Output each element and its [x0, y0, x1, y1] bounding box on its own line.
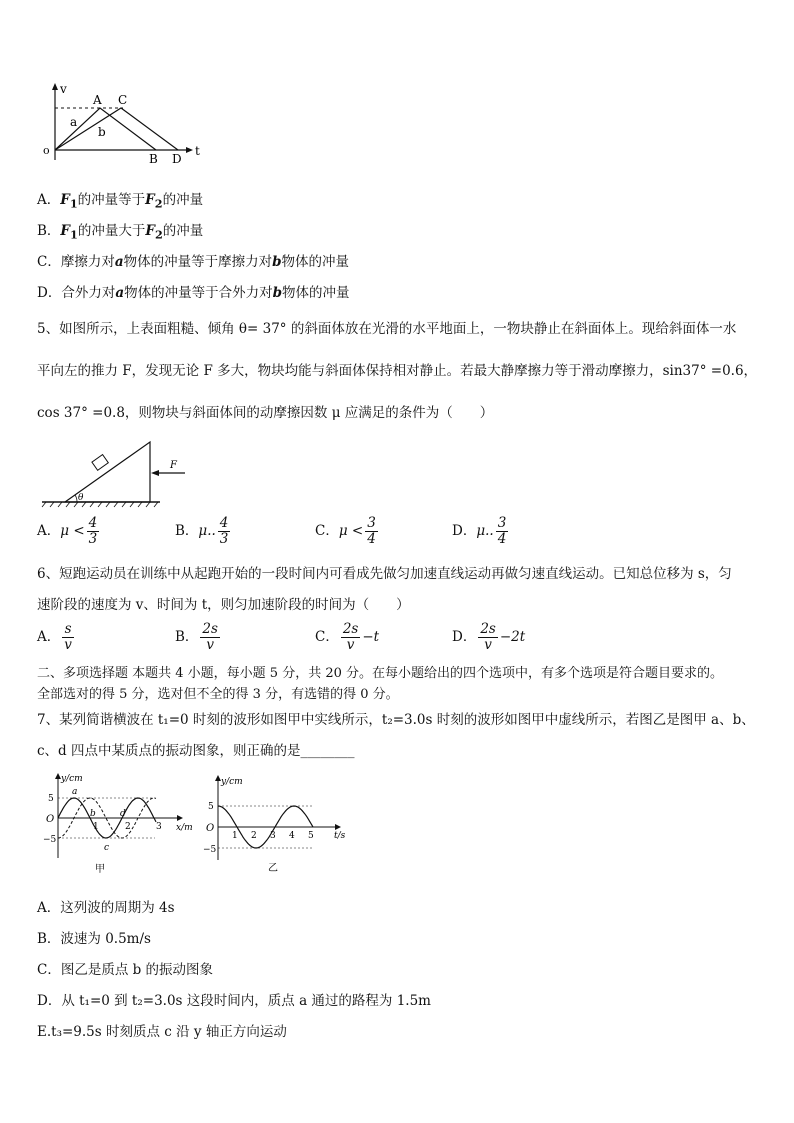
q5-option-d: D．μ.. $\frac{3}{4}$ — [452, 515, 507, 547]
q7-stem-line2: c、d 四点中某质点的振动图象，则正确的是________ — [37, 743, 355, 759]
vt-graph-figure — [38, 80, 208, 170]
q4-option-a: A．$F_1$的冲量等于$F_2$的冲量 — [37, 192, 204, 211]
point-d-label: D — [172, 152, 182, 166]
q6-option-d: D． $\frac{2s}{v}$ −2t — [452, 621, 526, 653]
jia-x2: 2 — [125, 822, 131, 832]
yi-t3: 3 — [270, 831, 276, 841]
q7-option-d: D．从 t₁=0 到 t₂=3.0s 这段时间内，质点 a 通过的路程为 1.5m — [37, 993, 431, 1009]
q4-option-c: C．摩擦力对a物体的冲量等于摩擦力对b物体的冲量 — [37, 254, 350, 270]
theta-label: θ — [78, 493, 84, 503]
origin-label: o — [43, 144, 50, 157]
q7-option-e: E.t₃=9.5s 时刻质点 c 沿 y 轴正方向运动 — [37, 1024, 287, 1040]
q6-option-c: C． $\frac{2s}{v}$ −t — [315, 621, 380, 653]
point-b-label: B — [149, 152, 158, 166]
yi-t2: 2 — [251, 831, 257, 841]
v-axis-arrow — [52, 83, 58, 90]
q5-stem-line2: 平向左的推力 F，发现无论 F 多大，物块均能与斜面体保持相对静止。若最大静摩擦力等于滑动摩擦力，sin37° =0.6， — [37, 363, 758, 379]
point-c-label: C — [118, 93, 128, 107]
yi-caption: 乙 — [268, 863, 278, 874]
block — [92, 455, 108, 471]
q6-stem-line1: 6、短跑运动员在训练中从起跑开始的一段时间内可看成先做匀加速直线运动再做匀速直线运动。已知总位移为 s，匀 — [37, 566, 732, 582]
q7-option-b: B．波速为 0.5m/s — [37, 931, 151, 947]
jia-point-d: d — [120, 809, 126, 819]
vibration-figure-yi — [200, 774, 360, 876]
q5-option-b: B．μ.. $\frac{4}{3}$ — [175, 515, 229, 547]
jia-y-label: y/cm — [61, 774, 83, 784]
jia-x1: 1 — [93, 822, 99, 832]
angle-arc — [75, 495, 77, 502]
q6-option-a: A． $\frac{s}{v}$ — [37, 621, 72, 653]
section2-instructions-line2: 全部选对的得 5 分，选对但不全的得 3 分，有选错的得 0 分。 — [37, 687, 399, 702]
q7-option-c: C．图乙是质点 b 的振动图象 — [37, 962, 214, 978]
jia-y5: 5 — [48, 794, 54, 804]
jia-x-arrow — [177, 815, 183, 821]
q7-stem-line1: 7、某列简谐横波在 t₁=0 时刻的波形如图甲中实线所示，t₂=3.0s 时刻的波形如图甲中虚线所示，若图乙是图甲 a、b、 — [37, 712, 755, 728]
jia-caption: 甲 — [95, 864, 105, 875]
line-a-label: a — [70, 115, 78, 129]
t-axis-arrow — [186, 147, 193, 153]
jia-point-a: a — [72, 787, 78, 797]
q4-option-b: B．$F_1$的冲量大于$F_2$的冲量 — [37, 223, 204, 242]
q4-option-d: D．合外力对a物体的冲量等于合外力对b物体的冲量 — [37, 285, 350, 301]
yi-origin: O — [206, 823, 215, 834]
incline-figure — [40, 438, 200, 510]
jia-ym5: −5 — [43, 835, 57, 845]
jia-x3: 3 — [156, 822, 162, 832]
q5-stem-line3: cos 37° =0.8，则物块与斜面体间的动摩擦因数 μ 应满足的条件为（ ） — [37, 405, 494, 421]
jia-point-b: b — [90, 809, 96, 819]
yi-y5: 5 — [208, 802, 214, 812]
jia-x-label: x/m — [176, 823, 193, 833]
jia-point-c: c — [104, 843, 110, 853]
t-label: t — [195, 144, 200, 158]
jia-origin: O — [46, 814, 55, 825]
wave-figure-jia — [40, 772, 200, 876]
yi-y-label: y/cm — [221, 777, 243, 787]
force-arrow-head — [151, 470, 159, 476]
force-label: F — [170, 460, 177, 471]
q5-option-a: A．μ < $\frac{4}{3}$ — [37, 515, 98, 547]
point-a-label: A — [93, 93, 102, 107]
yi-t4: 4 — [289, 831, 295, 841]
v-label: v — [60, 82, 67, 96]
q6-stem-line2: 速阶段的速度为 v、时间为 t，则匀加速阶段的时间为（ ） — [37, 597, 410, 613]
q6-option-b: B． $\frac{2s}{v}$ — [175, 621, 218, 653]
section2-instructions-line1: 二、多项选择题 本题共 4 小题，每小题 5 分，共 20 分。在每小题给出的四个选项中，有多个选项是符合题目要求的。 — [37, 666, 724, 681]
yi-ym5: −5 — [203, 845, 217, 855]
yi-t1: 1 — [232, 831, 238, 841]
q5-stem-line1: 5、如图所示，上表面粗糙、倾角 θ= 37° 的斜面体放在光滑的水平地面上，一物块静止在斜面体上。现给斜面体一水 — [37, 321, 737, 337]
q5-option-c: C．μ < $\frac{3}{4}$ — [315, 515, 376, 547]
yi-t-label: t/s — [334, 831, 346, 841]
q7-option-a: A．这列波的周期为 4s — [37, 900, 175, 916]
yi-t-arrow — [335, 824, 341, 830]
yi-t5: 5 — [308, 831, 314, 841]
line-b-label: b — [98, 125, 106, 139]
